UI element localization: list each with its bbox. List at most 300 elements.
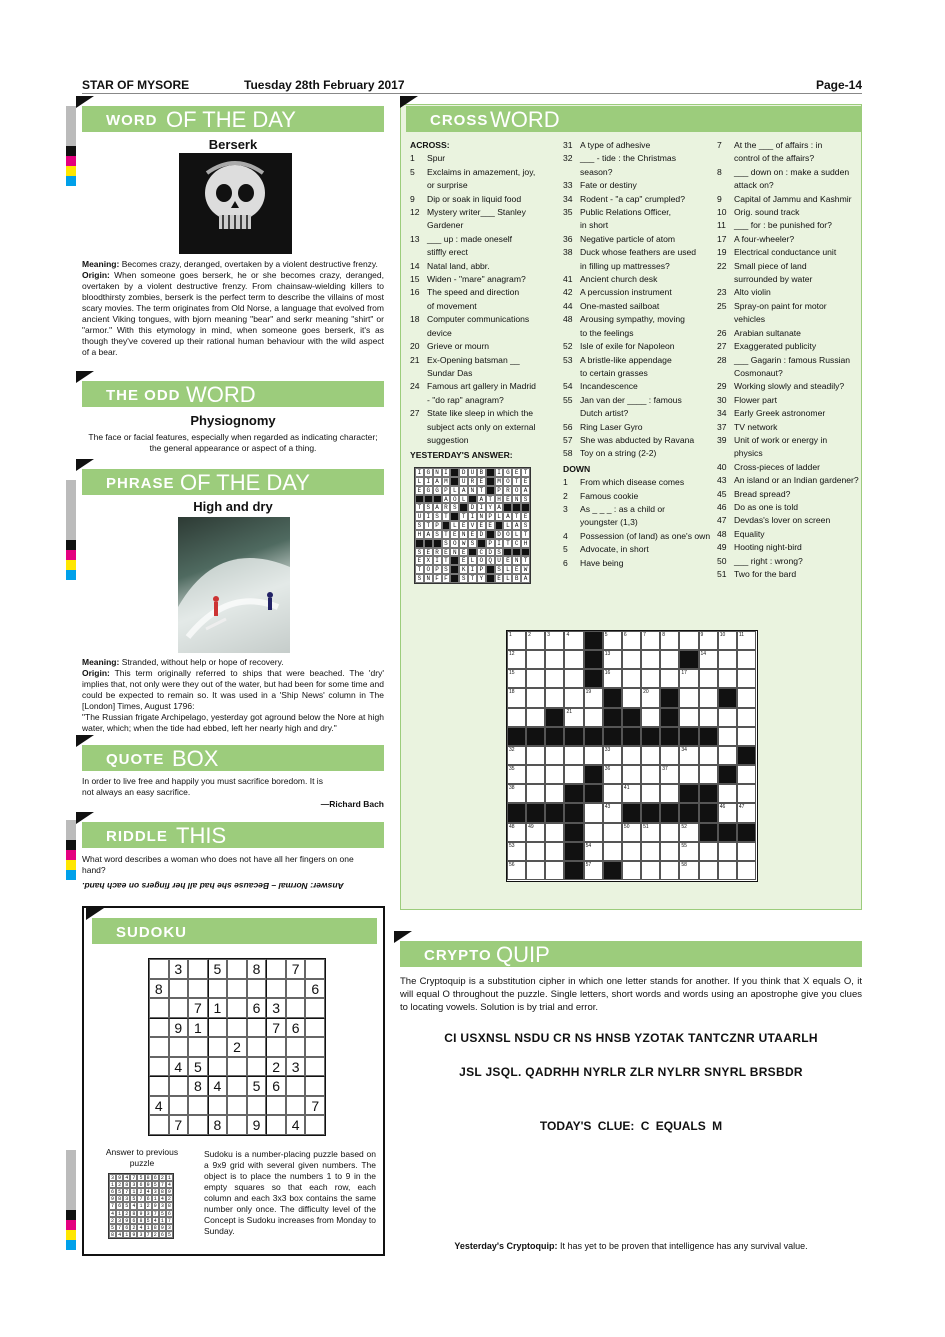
clue-text: Cosmonaut? — [734, 367, 783, 378]
crossword-cell[interactable] — [507, 823, 526, 842]
crossword-cell[interactable] — [564, 765, 583, 784]
clue-number: 25 — [717, 300, 727, 311]
clue-text: Exaggerated publicity — [734, 341, 817, 352]
crossword-cell[interactable] — [679, 688, 698, 707]
clue-number — [563, 260, 580, 273]
crossword-cell[interactable] — [507, 688, 526, 707]
crossword-cell[interactable] — [564, 669, 583, 688]
clue-text: Small piece of land — [734, 260, 807, 271]
sudoku-cell[interactable] — [149, 1037, 169, 1057]
crossword-banner — [406, 106, 861, 132]
sudoku-cell[interactable]: 9 — [247, 1115, 267, 1135]
answer-cell: E — [468, 530, 477, 539]
crossword-cell[interactable] — [641, 650, 660, 669]
answer-cell: T — [521, 556, 530, 565]
crossword-cell[interactable] — [526, 708, 545, 727]
sudoku-cell[interactable] — [169, 1076, 189, 1096]
crossword-cell[interactable] — [526, 688, 545, 707]
crossword-cell[interactable] — [737, 765, 756, 784]
crossword-cell[interactable] — [660, 842, 679, 861]
crossword-cell[interactable] — [718, 784, 737, 803]
crossword-cell[interactable] — [737, 803, 756, 822]
answer-cell — [477, 539, 486, 548]
sudoku-cell[interactable] — [149, 1018, 169, 1038]
crossword-cell[interactable] — [660, 631, 679, 650]
sudoku-cell[interactable]: 4 — [286, 1115, 306, 1135]
answer-cell — [433, 495, 442, 504]
crossword-cell[interactable] — [622, 784, 641, 803]
crossword-cell[interactable] — [737, 784, 756, 803]
crossword-cell[interactable] — [603, 746, 622, 765]
crossword-cell[interactable] — [507, 784, 526, 803]
crossword-cell[interactable] — [622, 631, 641, 650]
clue-number: 53 — [563, 354, 573, 365]
crossword-cell[interactable] — [699, 708, 718, 727]
sudoku-cell[interactable] — [247, 1096, 267, 1116]
crossword-cell[interactable] — [699, 650, 718, 669]
quote-box-banner — [82, 745, 384, 771]
clue-number: 26 — [717, 327, 727, 338]
crossword-cell[interactable] — [526, 669, 545, 688]
answer-cell: N — [512, 495, 521, 504]
crossword-cell[interactable] — [718, 842, 737, 861]
crossword-cell[interactable] — [507, 631, 526, 650]
answer-cell: I — [468, 512, 477, 521]
crossword-cell[interactable] — [622, 765, 641, 784]
sudoku-cell[interactable] — [169, 998, 189, 1018]
crossword-cell[interactable] — [507, 708, 526, 727]
crossword-cell[interactable] — [679, 823, 698, 842]
sudoku-cell[interactable] — [188, 1037, 208, 1057]
crossword-cell[interactable] — [737, 708, 756, 727]
crossword-cell[interactable] — [584, 746, 603, 765]
sudoku-cell[interactable] — [227, 1076, 247, 1096]
clue-row — [410, 260, 555, 273]
crossword-cell[interactable] — [679, 842, 698, 861]
crossword-cell[interactable] — [545, 861, 564, 880]
sudoku-cell[interactable]: 4 — [169, 1057, 189, 1077]
sudoku-cell[interactable] — [227, 959, 247, 979]
answer-cell: 7 — [109, 1202, 116, 1209]
crossword-cell[interactable] — [699, 842, 718, 861]
crossword-cell[interactable] — [603, 842, 622, 861]
cell-number: 19 — [585, 689, 592, 696]
crossword-cell[interactable] — [660, 861, 679, 880]
issue-date: Tuesday 28th February 2017 — [244, 78, 405, 92]
crossword-cell[interactable] — [718, 708, 737, 727]
sudoku-cell[interactable] — [247, 1037, 267, 1057]
crossword-cell[interactable] — [545, 631, 564, 650]
sudoku-cell[interactable]: 9 — [169, 1018, 189, 1038]
clue-number: 34 — [563, 193, 573, 204]
crossword-cell[interactable] — [603, 650, 622, 669]
crossword-cell[interactable] — [584, 708, 603, 727]
sudoku-cell[interactable] — [169, 1096, 189, 1116]
sudoku-cell[interactable]: 8 — [149, 979, 169, 999]
clue-text: From which disease comes — [580, 477, 685, 488]
clue-row — [410, 219, 555, 232]
crossword-cell[interactable] — [737, 688, 756, 707]
crossword-cell[interactable] — [641, 746, 660, 765]
sudoku-cell[interactable]: 5 — [247, 1076, 267, 1096]
crossword-cell[interactable] — [526, 631, 545, 650]
sudoku-cell[interactable] — [305, 1057, 325, 1077]
sudoku-cell[interactable] — [286, 1037, 306, 1057]
sudoku-cell[interactable] — [266, 1096, 286, 1116]
answer-cell: A — [442, 495, 451, 504]
sudoku-cell[interactable] — [169, 1037, 189, 1057]
crossword-cell[interactable] — [622, 842, 641, 861]
answer-cell: T — [521, 530, 530, 539]
phrase-of-day-phrase: High and dry — [193, 499, 273, 514]
clue-row — [717, 286, 859, 299]
crossword-cell[interactable] — [737, 669, 756, 688]
word-of-day-text — [82, 259, 384, 358]
sudoku-cell[interactable] — [149, 998, 169, 1018]
origin-text: This term originally referred to ships that were beached. The 'dry' implies that, not only were they out of the water, but had been for some time and could be expected to remain so. It was used in a 'Ship News' column in The [London] Times, August 1796: — [82, 668, 384, 711]
crossword-cell[interactable] — [584, 688, 603, 707]
crossword-cell[interactable] — [737, 842, 756, 861]
answer-cell: S — [442, 565, 451, 574]
sudoku-cell[interactable]: 5 — [188, 1057, 208, 1077]
answer-cell: 4 — [137, 1224, 144, 1231]
crossword-cell[interactable] — [526, 823, 545, 842]
crossword-cell[interactable] — [584, 803, 603, 822]
crossword-cell[interactable] — [718, 727, 737, 746]
clue-number: 57 — [563, 434, 573, 445]
crossword-cell[interactable] — [564, 631, 583, 650]
crossword-cell[interactable] — [584, 842, 603, 861]
crossword-cell[interactable] — [699, 631, 718, 650]
crossword-cell[interactable] — [603, 631, 622, 650]
sudoku-cell[interactable] — [286, 979, 306, 999]
crossword-cell[interactable] — [526, 842, 545, 861]
clue-row — [717, 206, 859, 219]
crossword-cell[interactable] — [660, 669, 679, 688]
cell-number: 46 — [719, 804, 726, 811]
answer-cell: R — [503, 486, 512, 495]
crossword-cell[interactable] — [622, 823, 641, 842]
sudoku-cell[interactable]: 2 — [227, 1037, 247, 1057]
sudoku-cell[interactable] — [266, 1037, 286, 1057]
crossword-cell[interactable] — [584, 823, 603, 842]
crossword-cell[interactable] — [699, 669, 718, 688]
clue-text: Ancient church desk — [580, 274, 658, 285]
sudoku-cell[interactable]: 5 — [208, 959, 228, 979]
crossword-cell[interactable] — [545, 669, 564, 688]
crossword-cell[interactable] — [718, 746, 737, 765]
sudoku-cell[interactable]: 8 — [188, 1076, 208, 1096]
page-number: Page-14 — [815, 78, 862, 92]
crossword-cell[interactable] — [660, 784, 679, 803]
clue-row — [410, 313, 555, 326]
crossword-cell[interactable] — [660, 823, 679, 842]
crossword-cell[interactable] — [718, 631, 737, 650]
crossword-cell[interactable] — [507, 861, 526, 880]
answer-cell: 7 — [123, 1188, 130, 1195]
sudoku-cell[interactable] — [227, 1096, 247, 1116]
clue-number: 1 — [410, 153, 415, 164]
crossword-cell[interactable] — [526, 650, 545, 669]
crossword-cell[interactable] — [545, 746, 564, 765]
answer-cell: D — [459, 468, 468, 477]
crossword-cell[interactable] — [507, 746, 526, 765]
answer-cell: O — [503, 530, 512, 539]
sudoku-cell[interactable] — [188, 959, 208, 979]
crossword-cell[interactable] — [641, 784, 660, 803]
clue-text: to certain grasses — [580, 367, 648, 378]
crossword-cell[interactable] — [718, 803, 737, 822]
crossword-cell[interactable] — [660, 650, 679, 669]
sudoku-cell[interactable] — [305, 1018, 325, 1038]
crossword-cell[interactable] — [718, 650, 737, 669]
answer-cell: T — [468, 574, 477, 583]
crossword-cell[interactable] — [737, 861, 756, 880]
crossword-cell[interactable] — [622, 688, 641, 707]
crossword-cell[interactable] — [507, 842, 526, 861]
sudoku-cell[interactable] — [227, 1018, 247, 1038]
answer-cell: T — [512, 512, 521, 521]
answer-cell: D — [477, 530, 486, 539]
crossword-cell[interactable] — [564, 650, 583, 669]
answer-cell: N — [433, 468, 442, 477]
answer-cell: E — [459, 521, 468, 530]
sudoku-cell[interactable] — [149, 1076, 169, 1096]
answer-cell: I — [424, 512, 433, 521]
clue-text: Possession (of land) as one's own — [580, 530, 711, 541]
sudoku-cell[interactable]: 1 — [208, 998, 228, 1018]
sudoku-cell[interactable]: 8 — [208, 1115, 228, 1135]
crossword-cell[interactable] — [699, 765, 718, 784]
sudoku-cell[interactable] — [188, 1096, 208, 1116]
crossword-block — [584, 765, 603, 784]
answer-cell — [415, 495, 424, 504]
cryptoquip-yesterday — [400, 1241, 862, 1251]
sudoku-cell[interactable] — [305, 1115, 325, 1135]
sudoku-cell[interactable] — [247, 979, 267, 999]
crossword-cell[interactable] — [641, 708, 660, 727]
crossword-cell[interactable] — [622, 669, 641, 688]
clue-row — [563, 300, 713, 313]
crossword-cell[interactable] — [545, 842, 564, 861]
sudoku-cell[interactable]: 8 — [247, 959, 267, 979]
crossword-cell[interactable] — [679, 708, 698, 727]
answer-cell: 9 — [109, 1195, 116, 1202]
sudoku-cell[interactable] — [188, 979, 208, 999]
crossword-cell[interactable] — [603, 669, 622, 688]
sudoku-cell[interactable] — [227, 1057, 247, 1077]
clue-text: A bristle-like appendage — [580, 354, 672, 365]
sudoku-cell[interactable] — [227, 979, 247, 999]
sudoku-cell[interactable]: 6 — [247, 998, 267, 1018]
sudoku-description: Sudoku is a number-placing puzzle based on a 9x9 grid with several given numbers. The object is to place the numbers 1 to 9 in the empty squares so that each row, each column and each 3x3 box contains the same number only once. The difficulty level of the Concept is Sudoku increases from Monday to Sunday. — [204, 1149, 376, 1236]
crossword-cell[interactable] — [660, 765, 679, 784]
sudoku-cell[interactable] — [169, 979, 189, 999]
clue-text: Famous cookie — [580, 490, 639, 501]
answer-cell: M — [442, 477, 451, 486]
crossword-cell[interactable] — [603, 803, 622, 822]
clue-text: ___ right : wrong? — [734, 555, 803, 566]
sudoku-cell[interactable] — [227, 1115, 247, 1135]
answer-cell — [450, 477, 459, 486]
sudoku-cell[interactable]: 3 — [169, 959, 189, 979]
crossword-cell[interactable] — [737, 631, 756, 650]
crossword-cell[interactable] — [564, 708, 583, 727]
clue-number: 47 — [717, 515, 727, 526]
clue-number: 27 — [410, 408, 420, 419]
crossword-cell[interactable] — [545, 784, 564, 803]
clue-number — [563, 219, 580, 232]
sudoku-cell[interactable] — [208, 1018, 228, 1038]
sudoku-cell[interactable]: 7 — [286, 959, 306, 979]
answer-cell: 2 — [159, 1174, 166, 1181]
answer-cell: 4 — [116, 1231, 123, 1238]
crossword-cell[interactable] — [603, 784, 622, 803]
clue-number: 11 — [717, 220, 726, 231]
sudoku-cell[interactable]: 6 — [266, 1076, 286, 1096]
sudoku-cell[interactable] — [208, 1096, 228, 1116]
sudoku-cell[interactable] — [305, 998, 325, 1018]
sudoku-cell[interactable] — [227, 998, 247, 1018]
sudoku-cell[interactable] — [247, 1057, 267, 1077]
sudoku-cell[interactable] — [286, 1076, 306, 1096]
cryptoquip-intro: The Cryptoquip is a substitution cipher in which one letter stands for another. If you think that X equals O, it will equal O throughout the puzzle. Single letters, short words and words using an apostrophe give you clues to locating vowels. Solution is by trial and error. — [400, 976, 862, 1013]
clue-row — [717, 394, 859, 407]
sudoku-cell[interactable]: 7 — [305, 1096, 325, 1116]
yesterday-crossword-grid — [414, 467, 531, 584]
crossword-cell[interactable] — [584, 861, 603, 880]
clue-number — [410, 179, 427, 192]
sudoku-cell[interactable] — [266, 1115, 286, 1135]
sudoku-cell[interactable] — [208, 1057, 228, 1077]
sudoku-cell[interactable]: 6 — [286, 1018, 306, 1038]
sudoku-cell[interactable]: 4 — [149, 1096, 169, 1116]
crossword-block — [660, 708, 679, 727]
sudoku-cell[interactable] — [305, 1037, 325, 1057]
crossword-cell[interactable] — [622, 861, 641, 880]
sudoku-cell[interactable] — [208, 1037, 228, 1057]
sudoku-cell[interactable] — [286, 1096, 306, 1116]
sudoku-cell[interactable] — [305, 959, 325, 979]
answer-cell: S — [415, 521, 424, 530]
sudoku-cell[interactable] — [149, 1057, 169, 1077]
answer-cell: 9 — [159, 1224, 166, 1231]
crossword-cell[interactable] — [641, 688, 660, 707]
crossword-cell[interactable] — [660, 746, 679, 765]
answer-cell: 7 — [145, 1231, 152, 1238]
crossword-cell[interactable] — [641, 823, 660, 842]
clue-number: 10 — [717, 207, 727, 218]
answer-cell: E — [477, 521, 486, 530]
crossword-cell[interactable] — [679, 746, 698, 765]
crossword-cell[interactable] — [526, 784, 545, 803]
crossword-cell[interactable] — [641, 669, 660, 688]
cell-number: 9 — [700, 632, 704, 638]
sudoku-cell[interactable] — [286, 998, 306, 1018]
crossword-cell[interactable] — [718, 669, 737, 688]
answer-cell: 2 — [123, 1210, 130, 1217]
sudoku-cell[interactable]: 3 — [286, 1057, 306, 1077]
crossword-cell[interactable] — [699, 688, 718, 707]
sudoku-cell[interactable]: 7 — [266, 1018, 286, 1038]
sudoku-cell[interactable]: 1 — [188, 1018, 208, 1038]
crossword-cell[interactable] — [641, 842, 660, 861]
sudoku-cell[interactable] — [266, 979, 286, 999]
clue-text: Have being — [580, 557, 624, 568]
clue-number: 30 — [717, 394, 727, 405]
crossword-cell[interactable] — [737, 650, 756, 669]
crossword-cell[interactable] — [622, 650, 641, 669]
crossword-cell[interactable] — [622, 746, 641, 765]
sudoku-cell[interactable] — [149, 959, 169, 979]
crossword-cell[interactable] — [699, 861, 718, 880]
clue-text: ___ up : made oneself — [427, 233, 513, 244]
sudoku-cell[interactable]: 2 — [266, 1057, 286, 1077]
sudoku-cell[interactable]: 7 — [188, 998, 208, 1018]
crossword-cell[interactable] — [507, 765, 526, 784]
answer-cell: O — [512, 486, 521, 495]
crossword-cell[interactable] — [699, 746, 718, 765]
crossword-cell[interactable] — [679, 765, 698, 784]
crossword-cell[interactable] — [641, 631, 660, 650]
sudoku-cell[interactable] — [266, 959, 286, 979]
clue-number: 44 — [563, 300, 573, 311]
crossword-cell[interactable] — [564, 688, 583, 707]
crossword-cell[interactable] — [545, 823, 564, 842]
answer-cell: E — [424, 548, 433, 557]
cell-number: 38 — [509, 785, 515, 792]
crossword-cell[interactable] — [679, 631, 698, 650]
sudoku-cell[interactable] — [188, 1115, 208, 1135]
crossword-cell[interactable] — [603, 823, 622, 842]
answer-cell: 8 — [166, 1202, 173, 1209]
sudoku-cell[interactable] — [305, 1076, 325, 1096]
crossword-cell[interactable] — [526, 746, 545, 765]
answer-cell: P — [486, 539, 495, 548]
sudoku-cell[interactable]: 6 — [305, 979, 325, 999]
crossword-cell[interactable] — [545, 765, 564, 784]
crossword-cell[interactable] — [526, 765, 545, 784]
crossword-cell[interactable] — [526, 861, 545, 880]
crossword-block — [699, 727, 718, 746]
sudoku-cell[interactable] — [208, 979, 228, 999]
sudoku-cell[interactable] — [247, 1018, 267, 1038]
crossword-block — [699, 803, 718, 822]
crossword-cell[interactable] — [564, 746, 583, 765]
crossword-cell[interactable] — [737, 727, 756, 746]
answer-cell — [495, 521, 504, 530]
sudoku-cell[interactable]: 4 — [208, 1076, 228, 1096]
crossword-cell[interactable] — [545, 688, 564, 707]
crossword-cell[interactable] — [679, 861, 698, 880]
answer-cell: G — [424, 468, 433, 477]
crossword-cell[interactable] — [718, 861, 737, 880]
sudoku-cell[interactable]: 3 — [266, 998, 286, 1018]
clue-number: 39 — [717, 434, 727, 445]
clue-row — [563, 407, 713, 420]
crossword-cell[interactable] — [507, 669, 526, 688]
crossword-cell[interactable] — [507, 650, 526, 669]
answer-cell: A — [521, 486, 530, 495]
crossword-cell[interactable] — [641, 765, 660, 784]
crossword-cell[interactable] — [679, 669, 698, 688]
crossword-cell[interactable] — [641, 861, 660, 880]
sudoku-cell[interactable]: 7 — [169, 1115, 189, 1135]
crossword-cell[interactable] — [545, 650, 564, 669]
sudoku-cell[interactable] — [149, 1115, 169, 1135]
crossword-cell[interactable] — [603, 765, 622, 784]
clue-row — [717, 555, 859, 568]
